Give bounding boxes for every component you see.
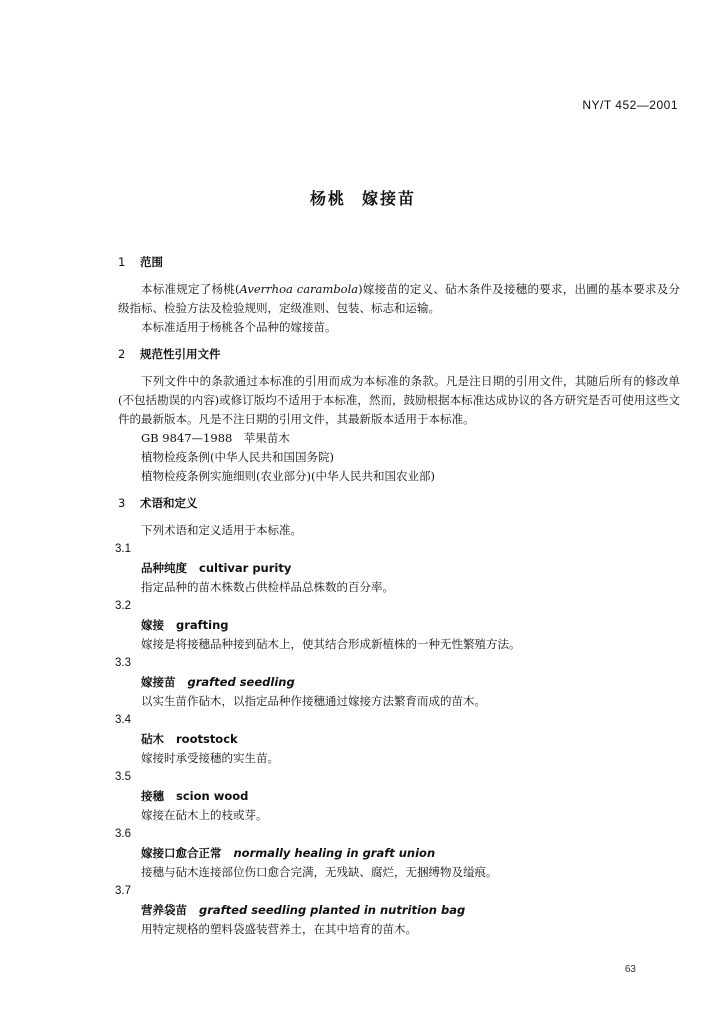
term-zh: 嫁接苗 — [141, 675, 176, 689]
term-en: normally healing in graft union — [233, 846, 436, 860]
term-zh: 嫁接口愈合正常 — [141, 846, 222, 860]
term-definition: 用特定规格的塑料袋盛装营养土，在其中培育的苗木。 — [141, 922, 417, 936]
term-en: grafted seedling planted in nutrition bag — [199, 903, 466, 917]
scope-text-post: )嫁接苗的定义、砧木条件及接穗的要求，出圃的基本要求及分级指标、检验方法及检验规则，定级准则、包装、标志和运输。 — [118, 282, 680, 315]
section-heading-references — [118, 345, 680, 364]
term-number: 3.2 — [115, 600, 131, 612]
scope-paragraph — [118, 280, 680, 318]
term-entry — [115, 711, 680, 768]
term-en: scion wood — [176, 789, 249, 803]
term-entry — [115, 540, 680, 597]
term-entry — [115, 825, 680, 882]
document-body — [115, 253, 680, 939]
term-number: 3.5 — [115, 771, 131, 783]
term-definition: 指定品种的苗木株数占供检样品总株数的百分率。 — [141, 580, 394, 594]
section-heading-scope — [118, 253, 680, 272]
section-number: 2 — [118, 347, 126, 361]
reference-item: 植物检疫条例实施细则(农业部分)(中华人民共和国农业部) — [141, 469, 435, 483]
term-definition: 嫁接时承受接穗的实生苗。 — [141, 751, 279, 765]
section-number: 1 — [118, 255, 126, 269]
term-number: 3.4 — [115, 714, 131, 726]
section-title: 术语和定义 — [140, 496, 198, 510]
term-entry — [115, 597, 680, 654]
title-part-1: 杨桃 — [309, 189, 346, 208]
term-en: grafted seedling — [187, 675, 295, 689]
term-en: grafting — [176, 618, 229, 632]
reference-item: 植物检疫条例(中华人民共和国国务院) — [141, 450, 334, 464]
standard-code: NY/T 452—2001 — [582, 98, 678, 112]
scope-text-pre: 本标准规定了杨桃( — [141, 282, 240, 296]
term-heading — [118, 844, 680, 863]
term-entry — [115, 768, 680, 825]
term-en: rootstock — [176, 732, 238, 746]
page-title — [0, 186, 726, 209]
term-entry — [115, 654, 680, 711]
term-number: 3.7 — [115, 885, 131, 897]
term-definition: 以实生苗作砧木，以指定品种作接穗通过嫁接方法繁育而成的苗木。 — [141, 694, 486, 708]
page-number: 63 — [624, 964, 636, 975]
section-title: 范围 — [140, 255, 163, 269]
term-zh: 品种纯度 — [141, 561, 187, 575]
term-heading — [118, 616, 680, 635]
term-definition: 嫁接是将接穗品种接到砧木上，使其结合形成新植株的一种无性繁殖方法。 — [141, 637, 521, 651]
term-entry — [115, 882, 680, 939]
term-zh: 接穗 — [141, 789, 164, 803]
term-definition: 接穗与砧木连接部位伤口愈合完满，无残缺、腐烂，无捆缚物及缢痕。 — [141, 865, 498, 879]
term-heading — [118, 787, 680, 806]
term-zh: 营养袋苗 — [141, 903, 187, 917]
term-zh: 砧木 — [141, 732, 164, 746]
term-heading — [118, 559, 680, 578]
title-part-2: 嫁接苗 — [362, 189, 417, 208]
term-number: 3.6 — [115, 828, 131, 840]
term-zh: 嫁接 — [141, 618, 164, 632]
term-en: cultivar purity — [199, 561, 292, 575]
terms-intro: 下列术语和定义适用于本标准。 — [141, 523, 302, 537]
term-number: 3.3 — [115, 657, 131, 669]
term-heading — [118, 730, 680, 749]
term-number: 3.1 — [115, 543, 131, 555]
term-heading — [118, 901, 680, 920]
reference-item: GB 9847—1988 苹果苗木 — [141, 431, 290, 445]
references-paragraph: 下列文件中的条款通过本标准的引用而成为本标准的条款。凡是注日期的引用文件，其随后所有的修改单(不包括勘误的内容)或修订版均不适用于本标准，然而，鼓励根据本标准达成协议的各方研究是否可使用这些文件的最新版本。凡是不注日期的引用文件，其最新版本适用于本标准。 — [118, 374, 680, 426]
term-definition: 嫁接在砧木上的枝或芽。 — [141, 808, 268, 822]
latin-name: Averrhoa carambola — [239, 282, 359, 296]
scope-applicability: 本标准适用于杨桃各个品种的嫁接苗。 — [141, 320, 337, 334]
section-title: 规范性引用文件 — [140, 347, 221, 361]
term-heading — [118, 673, 680, 692]
section-number: 3 — [118, 496, 126, 510]
section-heading-terms — [118, 494, 680, 513]
